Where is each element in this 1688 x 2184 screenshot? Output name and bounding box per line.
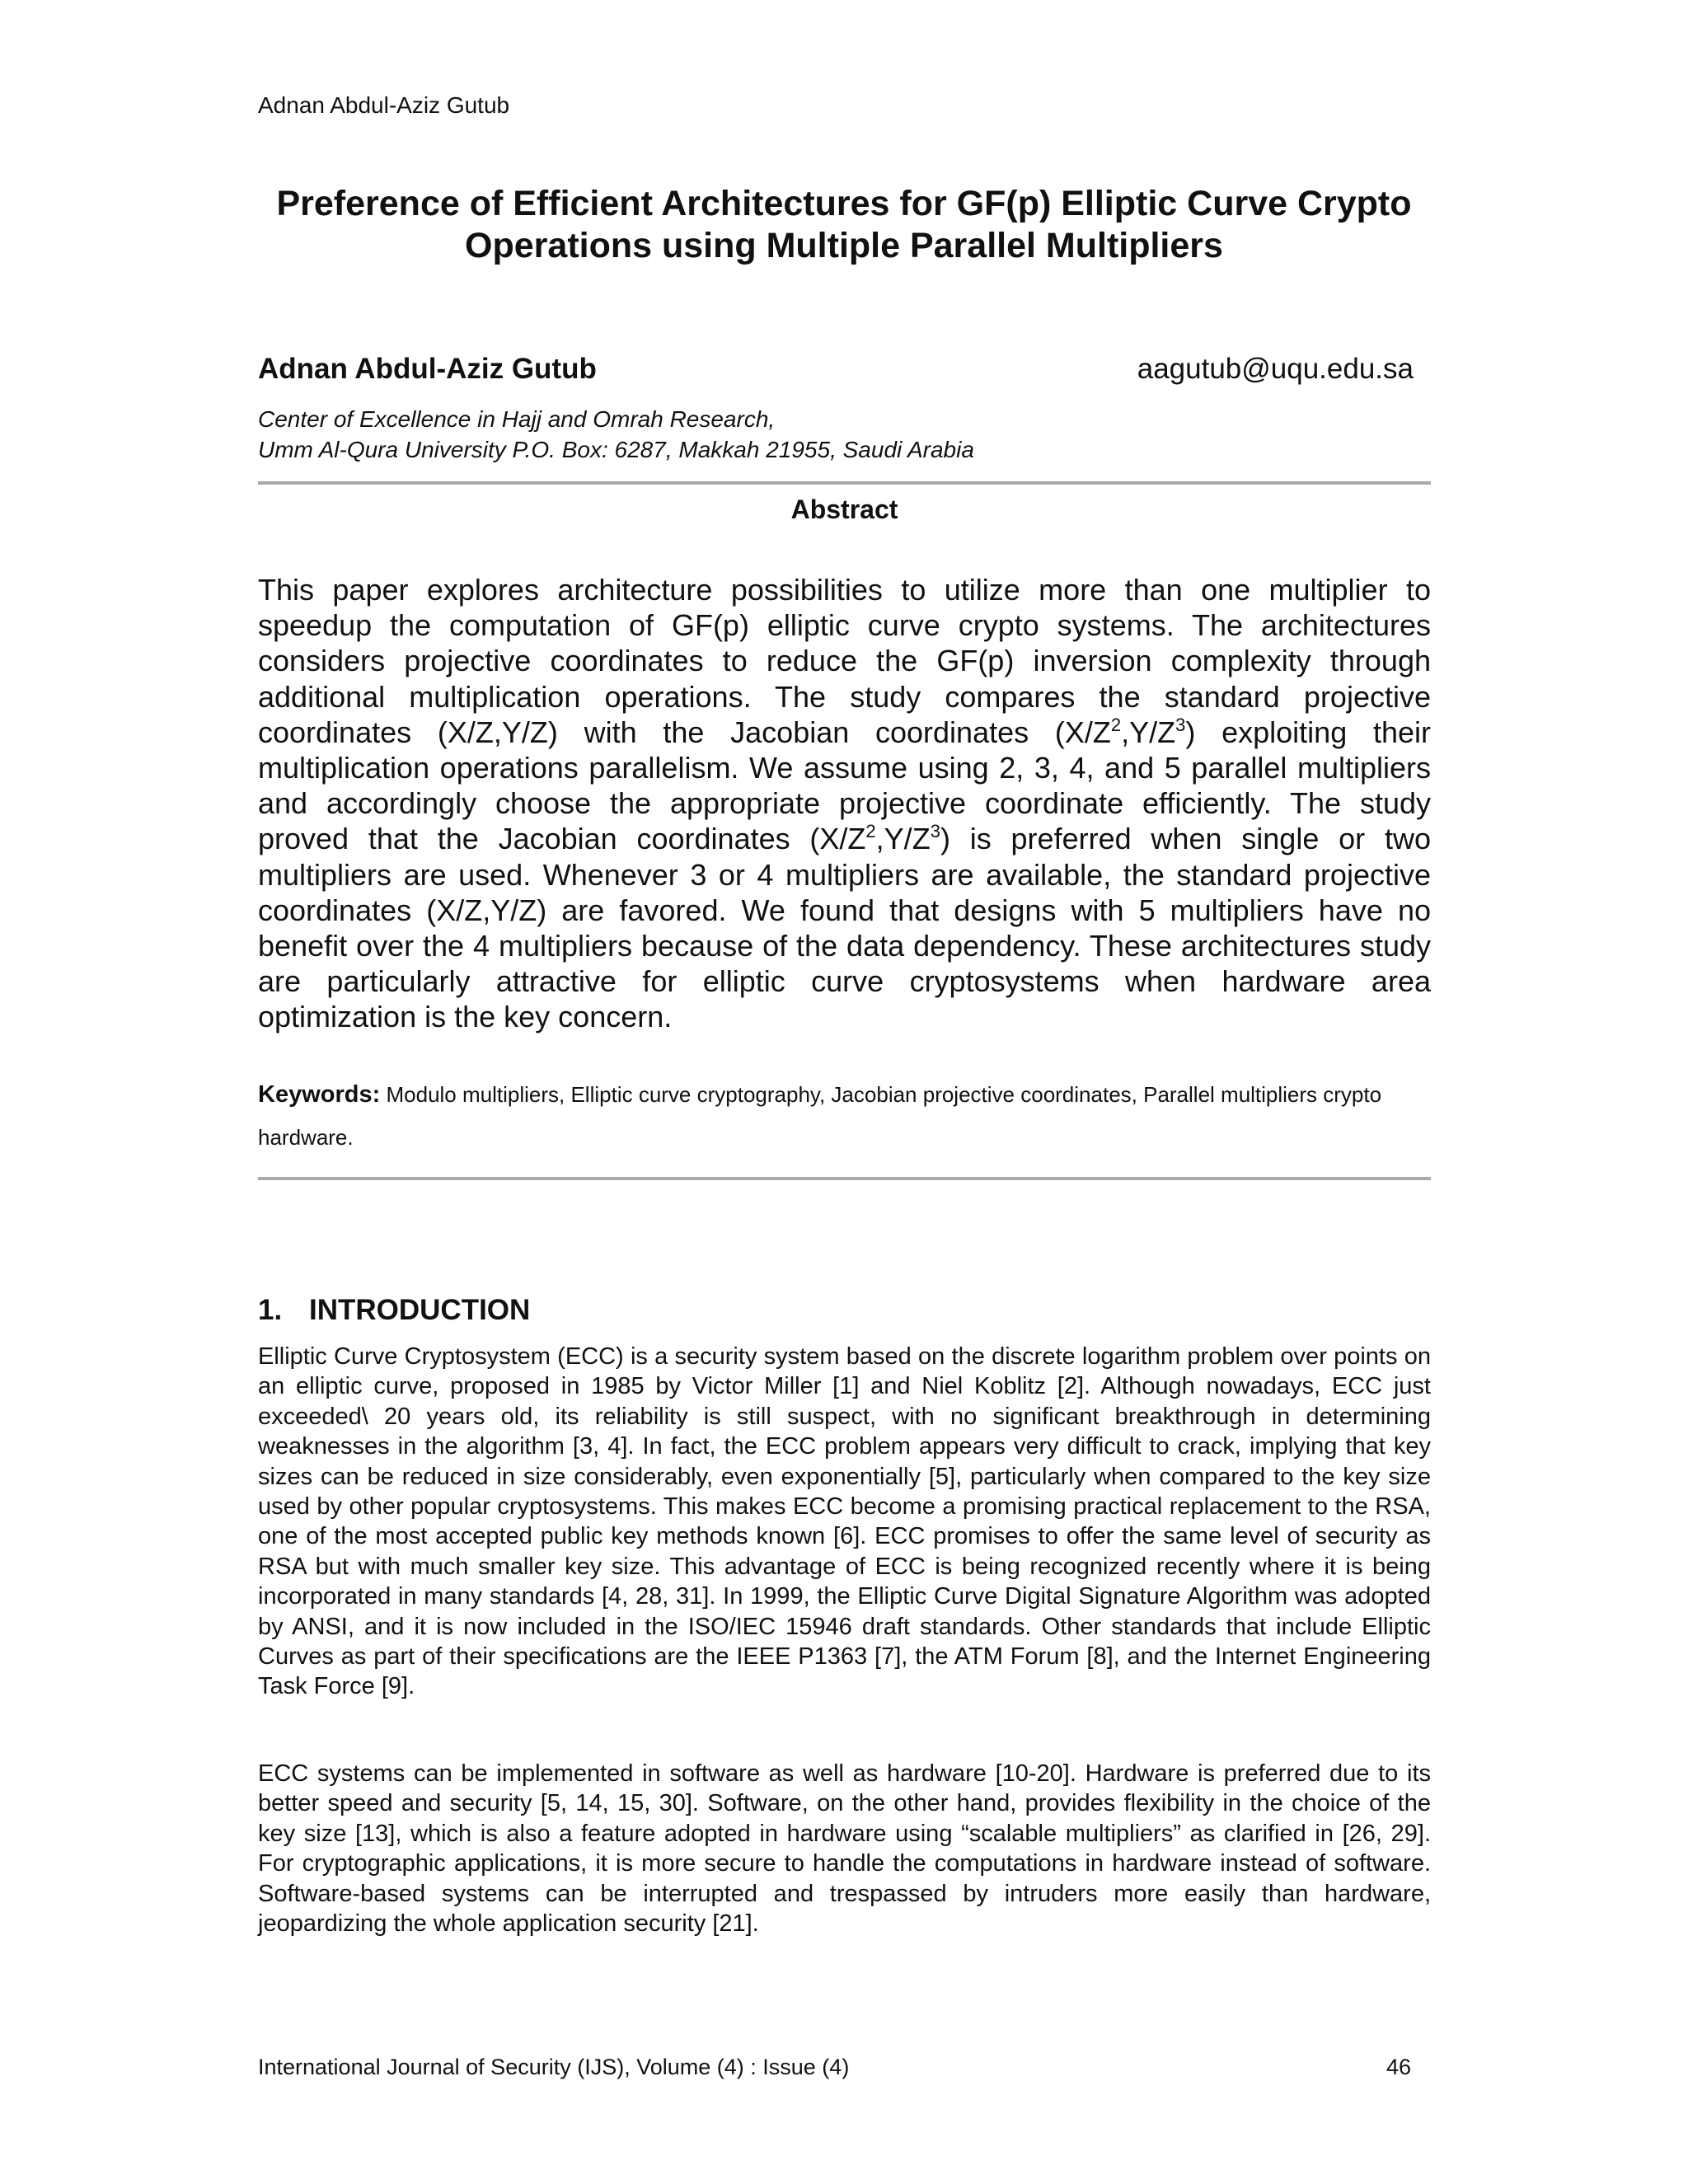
superscript: 3: [1175, 714, 1186, 735]
footer-journal: International Journal of Security (IJS), Volume (4) : Issue (4): [258, 2055, 850, 2079]
author-name: Adnan Abdul-Aziz Gutub: [258, 353, 597, 385]
abstract-body: [258, 572, 1431, 1035]
abstract-text: ) is preferred when single or two multipliers are used. Whenever 3 or 4 multipliers are available, the standard projective coordinates (X/Z,Y/Z) are favored. We found that designs with 5 multipliers have no benefit over the 4 multipliers because of the data dependency. These architectures study are particularly attractive for elliptic curve cryptosystems when hardware area optimization is the key concern.: [258, 822, 1431, 1034]
keywords-label: Keywords:: [258, 1081, 381, 1108]
abstract-text: This paper explores architecture possibilities to utilize more than one multiplier to speedup the computation of GF(p) elliptic curve crypto systems. The architectures considers projective coordinates to reduce the GF(p) inversion complexity through additional multiplication operations. The study compares the standard projective coordinates (X/Z,Y/Z) with the Jacobian coordinates (X/Z: [258, 573, 1431, 749]
abstract-text: ,Y/Z: [1121, 715, 1176, 749]
abstract-heading: Abstract: [790, 494, 898, 524]
section-number: 1.: [258, 1294, 283, 1326]
keywords-text: Modulo multipliers, Elliptic curve cryptography, Jacobian projective coordinates, Parallel multipliers crypto hardware.: [258, 1082, 1382, 1150]
body-paragraph: ECC systems can be implemented in software as well as hardware [10-20]. Hardware is preferred due to its better speed and security [5, 14, 15, 30]. Software, on the other hand, provides flexibility in the choice of the key size [13], which is also a feature adopted in hardware using “scalable multipliers” as clarified in [26, 29]. For cryptographic applications, it is more secure to handle the computations in hardware instead of software. Software-based systems can be interrupted and trespassed by intruders more easily than hardware, jeopardizing the whole application security [21].: [258, 1760, 1431, 1938]
horizontal-rule-bottom: [258, 1177, 1431, 1180]
section-heading: [258, 1294, 530, 1327]
author-affiliation: [258, 404, 974, 465]
body-paragraph: Elliptic Curve Cryptosystem (ECC) is a security system based on the discrete logarithm problem over points on an elliptic curve, proposed in 1985 by Victor Miller [1] and Niel Koblitz [2]. Although nowadays, ECC just exceeded\ 20 years old, its reliability is still suspect, with no significant breakthrough in determining weaknesses in the algorithm [3, 4]. In fact, the ECC problem appears very difficult to crack, implying that key sizes can be reduced in size considerably, even exponentially [5], particularly when compared to the key size used by other popular cryptosystems. This makes ECC become a promising practical replacement to the RSA, one of the most accepted public key methods known [6]. ECC promises to offer the same level of security as RSA but with much smaller key size. This advantage of ECC is being recognized recently where it is being incorporated in many standards [4, 28, 31]. In 1999, the Elliptic Curve Digital Signature Algorithm was adopted by ANSI, and it is now included in the ISO/IEC 15946 draft standards. Other standards that include Elliptic Curves as part of their specifications are the IEEE P1363 [7], the ATM Forum [8], and the Internet Engineering Task Force [9].: [258, 1343, 1431, 1700]
author-email: aagutub@uqu.edu.sa: [1137, 353, 1414, 385]
horizontal-rule-top: [258, 481, 1431, 485]
abstract-text: ,Y/Z: [875, 822, 931, 856]
superscript: 3: [930, 821, 940, 842]
keywords: [258, 1073, 1431, 1159]
section-title: INTRODUCTION: [309, 1294, 531, 1326]
page-number: 46: [1386, 2055, 1412, 2079]
title-line-2: Operations using Multiple Parallel Multipliers: [465, 226, 1223, 265]
affiliation-line-2: Umm Al-Qura University P.O. Box: 6287, Makkah 21955, Saudi Arabia: [258, 437, 974, 462]
paper-title: [165, 183, 1523, 267]
superscript: 2: [865, 821, 876, 842]
running-head: Adnan Abdul-Aziz Gutub: [258, 92, 510, 118]
affiliation-line-1: Center of Excellence in Hajj and Omrah Research,: [258, 406, 776, 432]
title-line-1: Preference of Efficient Architectures for GF(p) Elliptic Curve Crypto: [276, 184, 1412, 223]
abstract-text: ) exploiting their multiplication operations parallelism. We assume using 2, 3, 4, and 5 parallel multipliers and accordingly choose the appropriate projective coordinate efficiently. The study proved that the Jacobian coordinates (X/Z: [258, 715, 1431, 856]
superscript: 2: [1110, 714, 1122, 735]
